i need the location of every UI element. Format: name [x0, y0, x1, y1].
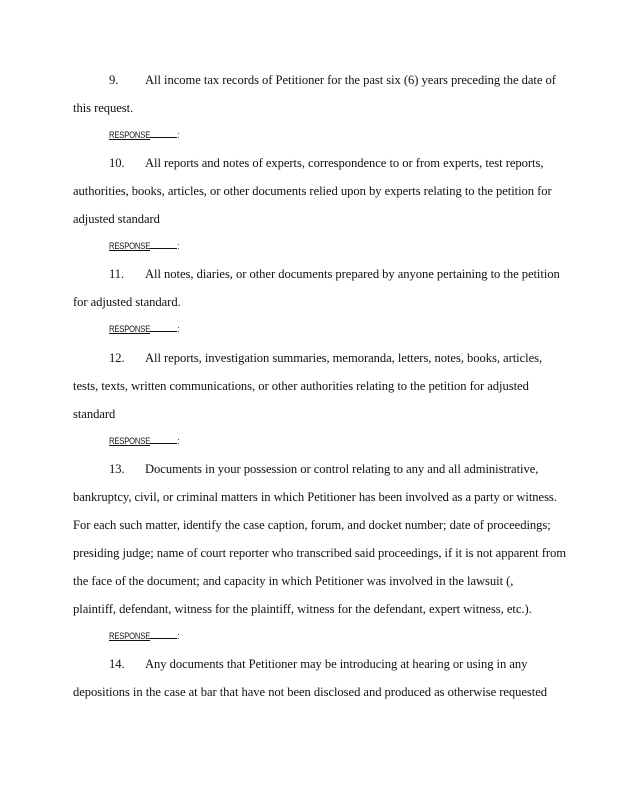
item-number: 11. [109, 267, 125, 281]
item-11-first-line [109, 266, 560, 282]
item-14-first-line [109, 656, 527, 672]
item-number: 10. [109, 156, 125, 170]
item-12-line: standard [73, 407, 116, 421]
item-10-line: adjusted standard [73, 212, 160, 226]
item-text: Documents in your possession or control relating to any and all administrative, [145, 462, 539, 476]
response-label-11: RESPONSE : [109, 324, 180, 334]
item-13-first-line [109, 461, 538, 477]
item-number: 9. [109, 73, 119, 87]
item-12-line: tests, texts, written communications, or other authorities relating to the petition for adjusted [73, 379, 529, 393]
item-text: All reports and notes of experts, correspondence to or from experts, test reports, [145, 156, 544, 170]
item-text: All income tax records of Petitioner for the past six (6) years preceding the date of [145, 73, 556, 87]
item-text: Any documents that Petitioner may be introducing at hearing or using in any [145, 657, 528, 671]
item-text: All reports, investigation summaries, memoranda, letters, notes, books, articles, [145, 351, 543, 365]
item-9-first-line [109, 72, 556, 88]
response-label-12: RESPONSE : [109, 436, 180, 446]
response-label-10: RESPONSE : [109, 241, 180, 251]
item-12-first-line [109, 350, 542, 366]
item-text: All notes, diaries, or other documents prepared by anyone pertaining to the petition [145, 267, 560, 281]
item-11-line: for adjusted standard. [73, 295, 181, 309]
item-9-line: this request. [73, 101, 134, 115]
item-10-line: authorities, books, articles, or other documents relied upon by experts relating to the petition for [73, 184, 552, 198]
response-label-9: RESPONSE : [109, 130, 180, 140]
item-number: 12. [109, 351, 125, 365]
item-13-line: For each such matter, identify the case caption, forum, and docket number; date of proceedings; [73, 518, 551, 532]
item-13-line: plaintiff, defendant, witness for the plaintiff, witness for the defendant, expert witness, etc.). [73, 602, 532, 616]
item-number: 13. [109, 462, 125, 476]
item-10-first-line [109, 155, 543, 171]
item-number: 14. [109, 657, 125, 671]
item-13-line: the face of the document; and capacity in which Petitioner was involved in the lawsuit (, [73, 574, 514, 588]
item-13-line: presiding judge; name of court reporter who transcribed said proceedings, if it is not apparent from [73, 546, 567, 560]
item-14-line: depositions in the case at bar that have not been disclosed and produced as otherwise requested [73, 685, 548, 699]
item-13-line: bankruptcy, civil, or criminal matters in which Petitioner has been involved as a party or witness. [73, 490, 557, 504]
response-label-13: RESPONSE : [109, 631, 180, 641]
